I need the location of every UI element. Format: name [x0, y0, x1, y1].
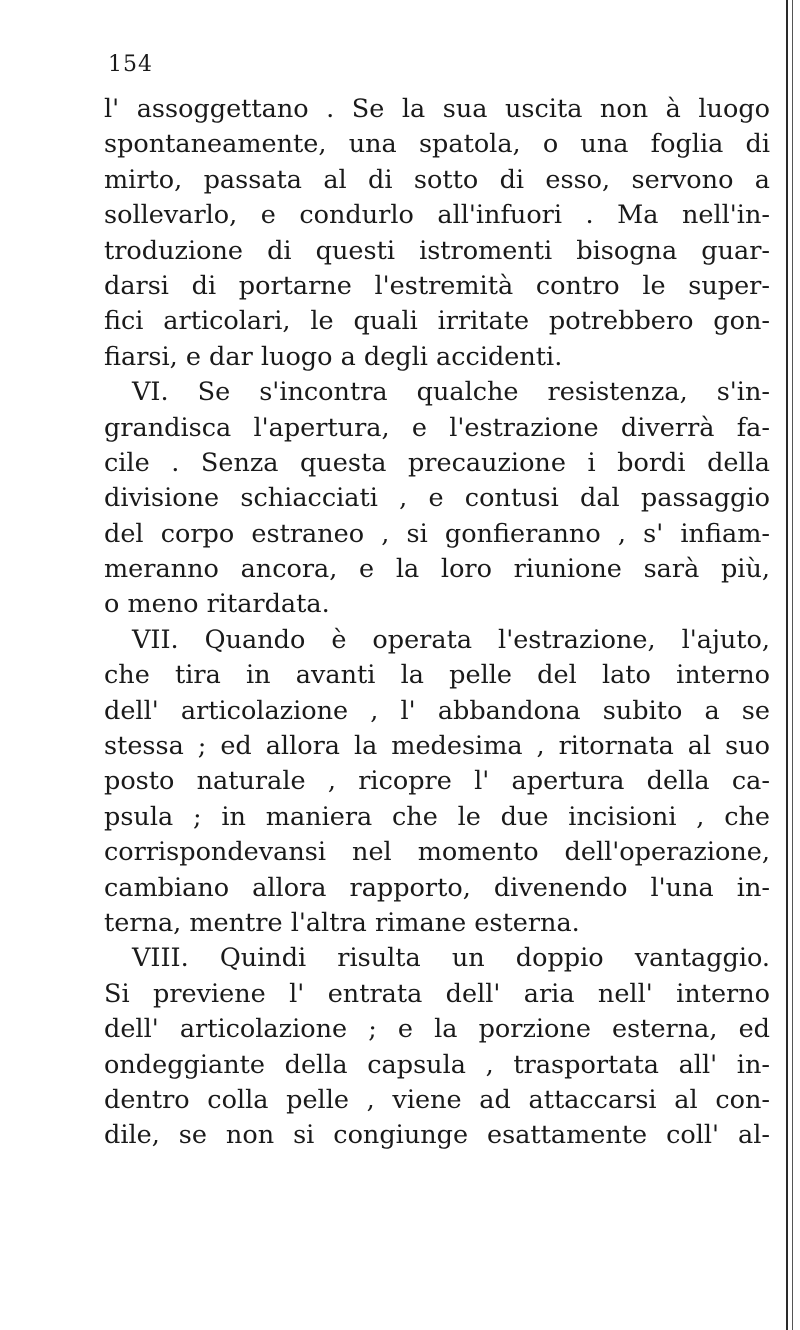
text-line: troduzione di questi istromenti bisogna guar-	[104, 235, 770, 266]
text-line: corrispondevansi nel momento dell'operazione,	[104, 837, 770, 868]
text-line: darsi di portarne l'estremità contro le super-	[104, 270, 770, 301]
text-line: dell' articolazione ; e la porzione esterna, ed	[104, 1014, 770, 1045]
text-line: Si previene l' entrata dell' aria nell' interno	[104, 978, 770, 1009]
text-line: del corpo estraneo , si gonfieranno , s' infiam-	[104, 518, 770, 549]
page-number: 154	[108, 52, 153, 77]
text-line: mirto, passata al di sotto di esso, servono a	[104, 164, 770, 195]
page-edge-line	[792, 0, 793, 1330]
text-line: posto naturale , ricopre l' apertura della ca-	[104, 766, 770, 797]
body-text	[104, 92, 770, 1154]
paragraph-start-line: VIII. Quindi risulta un doppio vantaggio.	[132, 943, 770, 974]
text-line: stessa ; ed allora la medesima , ritornata al suo	[104, 731, 770, 762]
text-line: l' assoggettano . Se la sua uscita non à luogo	[104, 94, 770, 124]
text-line: dell' articolazione , l' abbandona subito a se	[104, 695, 770, 726]
text-line: psula ; in maniera che le due incisioni , che	[104, 801, 770, 832]
text-line: divisione schiacciati , e contusi dal passaggio	[104, 483, 770, 514]
text-line: grandisca l'apertura, e l'estrazione diverrà fa-	[104, 412, 770, 443]
text-line: ondeggiante della capsula , trasportata all' in-	[104, 1049, 770, 1080]
text-line: cambiano allora rapporto, divenendo l'una in-	[104, 872, 770, 903]
text-line: dile, se non si congiunge esattamente coll' al-	[104, 1120, 770, 1151]
text-line: dentro colla pelle , viene ad attaccarsi al con-	[104, 1084, 770, 1115]
page-edge-line	[786, 0, 788, 1330]
text-line: sollevarlo, e condurlo all'infuori . Ma nell'in-	[104, 200, 770, 231]
text-line: o meno ritardata.	[104, 589, 330, 620]
text-line: meranno ancora, e la loro riunione sarà più,	[104, 554, 770, 585]
text-line: spontaneamente, una spatola, o una foglia di	[104, 129, 770, 160]
text-line: fici articolari, le quali irritate potrebbero gon-	[104, 306, 770, 337]
paragraph-start-line: VII. Quando è operata l'estrazione, l'ajuto,	[132, 624, 770, 655]
text-line: che tira in avanti la pelle del lato interno	[104, 660, 770, 691]
text-line: cile . Senza questa precauzione i bordi della	[104, 447, 770, 478]
text-line: terna, mentre l'altra rimane esterna.	[104, 907, 580, 938]
text-line: fiarsi, e dar luogo a degli accidenti.	[104, 341, 563, 372]
paragraph-start-line: VI. Se s'incontra qualche resistenza, s'in-	[132, 377, 770, 408]
